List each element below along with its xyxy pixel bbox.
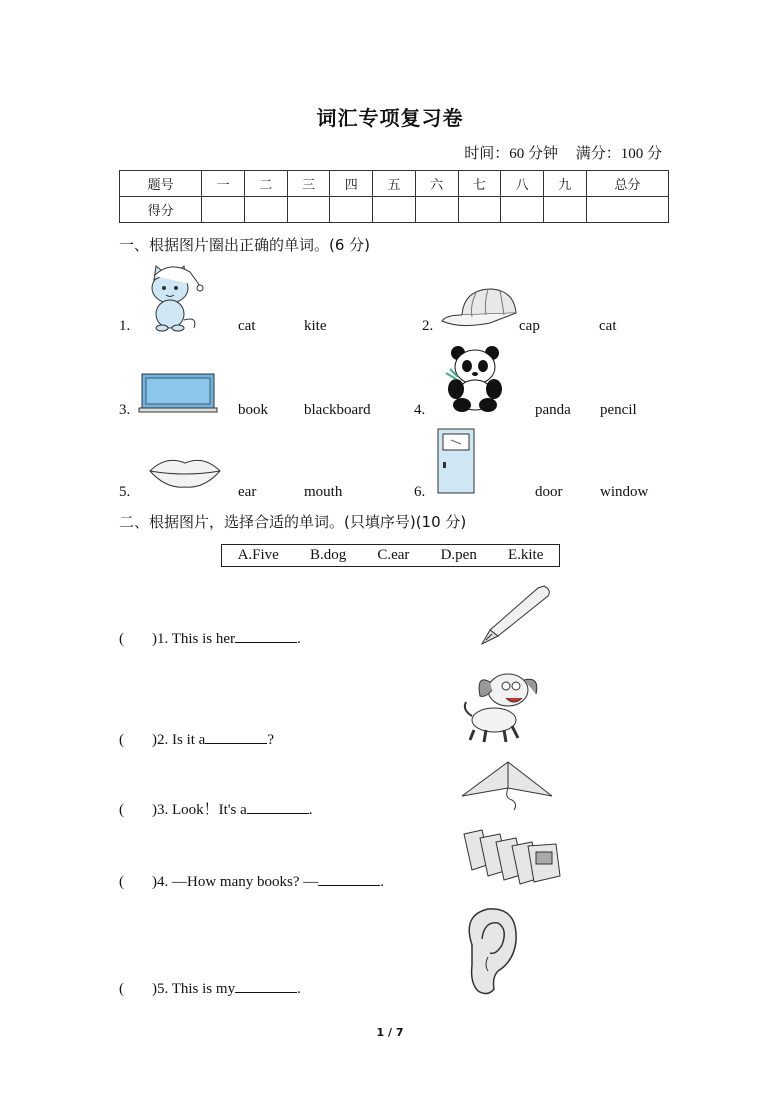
score-header-cell: 题号: [120, 171, 202, 197]
score-header-cell: 八: [501, 171, 544, 197]
ear-icon: [458, 905, 522, 997]
score-cell[interactable]: [543, 197, 586, 223]
question-end: .: [308, 802, 313, 818]
item-number: 2.: [422, 318, 434, 334]
question-text: )4. —How many books? —: [152, 874, 319, 890]
score-header-cell: 一: [202, 171, 245, 197]
question-end: .: [297, 631, 301, 647]
cap-icon: [440, 285, 520, 331]
page-title: 词汇专项复习卷: [316, 106, 464, 130]
item-number: 3.: [119, 402, 131, 418]
page-number: 1 / 7: [376, 1026, 404, 1039]
score-header-cell: 九: [543, 171, 586, 197]
word-bank-option: D.pen: [440, 547, 477, 563]
dog-icon: [460, 668, 544, 744]
item-number: 6.: [414, 484, 426, 500]
option-word[interactable]: cat: [238, 318, 256, 334]
question-row: [119, 798, 313, 819]
score-header-cell: 总分: [586, 171, 668, 197]
answer-paren-open[interactable]: (: [119, 732, 124, 748]
score-cell[interactable]: [245, 197, 288, 223]
option-word[interactable]: pencil: [600, 402, 637, 418]
option-word[interactable]: panda: [535, 402, 571, 418]
score-cell[interactable]: [586, 197, 668, 223]
question-text: )1. This is her: [152, 631, 236, 647]
question-text: )2. Is it a: [152, 732, 206, 748]
score-cell[interactable]: [415, 197, 458, 223]
books-icon: [460, 828, 564, 888]
answer-paren-open[interactable]: (: [119, 981, 124, 997]
option-word[interactable]: mouth: [304, 484, 343, 500]
question-row: [119, 981, 301, 998]
question-text: )5. This is my: [152, 981, 236, 997]
score-header-cell: 六: [415, 171, 458, 197]
item-number: 1.: [119, 318, 131, 334]
cat-icon: [140, 262, 206, 332]
pen-icon: [474, 582, 554, 648]
answer-blank[interactable]: [247, 812, 309, 814]
option-word[interactable]: cap: [519, 318, 540, 334]
word-bank-option: A.Five: [237, 547, 279, 563]
answer-blank[interactable]: [235, 641, 297, 643]
full-score: 满分：100 分: [575, 146, 662, 162]
score-header-cell: 五: [373, 171, 416, 197]
option-word[interactable]: cat: [599, 318, 617, 334]
option-word[interactable]: kite: [304, 318, 327, 334]
time-limit: 时间：60 分钟: [464, 146, 558, 162]
word-bank-option: E.kite: [507, 547, 544, 563]
question-text: )3. Look！It's a: [152, 802, 247, 818]
question-row: [119, 732, 274, 749]
question-end: ?: [267, 732, 274, 748]
score-header-cell: 三: [287, 171, 330, 197]
answer-paren-open[interactable]: (: [119, 874, 124, 890]
score-cell[interactable]: [501, 197, 544, 223]
question-row: [119, 874, 384, 891]
option-word[interactable]: window: [600, 484, 649, 500]
score-cell[interactable]: [202, 197, 245, 223]
answer-blank[interactable]: [235, 991, 297, 993]
score-header-cell: 二: [245, 171, 288, 197]
mouth-icon: [148, 455, 222, 489]
panda-icon: [442, 343, 512, 413]
question-end: .: [297, 981, 301, 997]
score-header-cell: 七: [458, 171, 501, 197]
item-number: 4.: [414, 402, 426, 418]
option-word[interactable]: book: [238, 402, 268, 418]
score-header-cell: 四: [330, 171, 373, 197]
score-cell[interactable]: [458, 197, 501, 223]
word-bank-option: C.ear: [377, 547, 410, 563]
word-bank: [221, 544, 560, 567]
score-cell[interactable]: [330, 197, 373, 223]
blackboard-icon: [138, 372, 218, 414]
answer-blank[interactable]: [205, 742, 267, 744]
word-bank-option: B.dog: [309, 547, 347, 563]
item-number: 5.: [119, 484, 131, 500]
option-word[interactable]: ear: [238, 484, 257, 500]
score-cell[interactable]: [373, 197, 416, 223]
section2-heading: 二、根据图片，选择合适的单词。(只填序号)(10 分): [119, 513, 467, 531]
score-table-score-row: [120, 197, 669, 223]
section1-heading: 一、根据图片圈出正确的单词。(6 分): [119, 236, 371, 254]
question-end: .: [380, 874, 384, 890]
answer-paren-open[interactable]: (: [119, 631, 124, 647]
answer-paren-open[interactable]: (: [119, 802, 124, 818]
score-row-label: 得分: [120, 197, 202, 223]
score-table-header-row: [120, 171, 669, 197]
question-row: [119, 631, 301, 648]
exam-meta: [450, 142, 662, 163]
kite-icon: [460, 760, 554, 812]
answer-blank[interactable]: [318, 884, 380, 886]
option-word[interactable]: blackboard: [304, 402, 371, 418]
option-word[interactable]: door: [535, 484, 563, 500]
score-cell[interactable]: [287, 197, 330, 223]
door-icon: [437, 428, 477, 496]
score-table: [119, 170, 669, 223]
